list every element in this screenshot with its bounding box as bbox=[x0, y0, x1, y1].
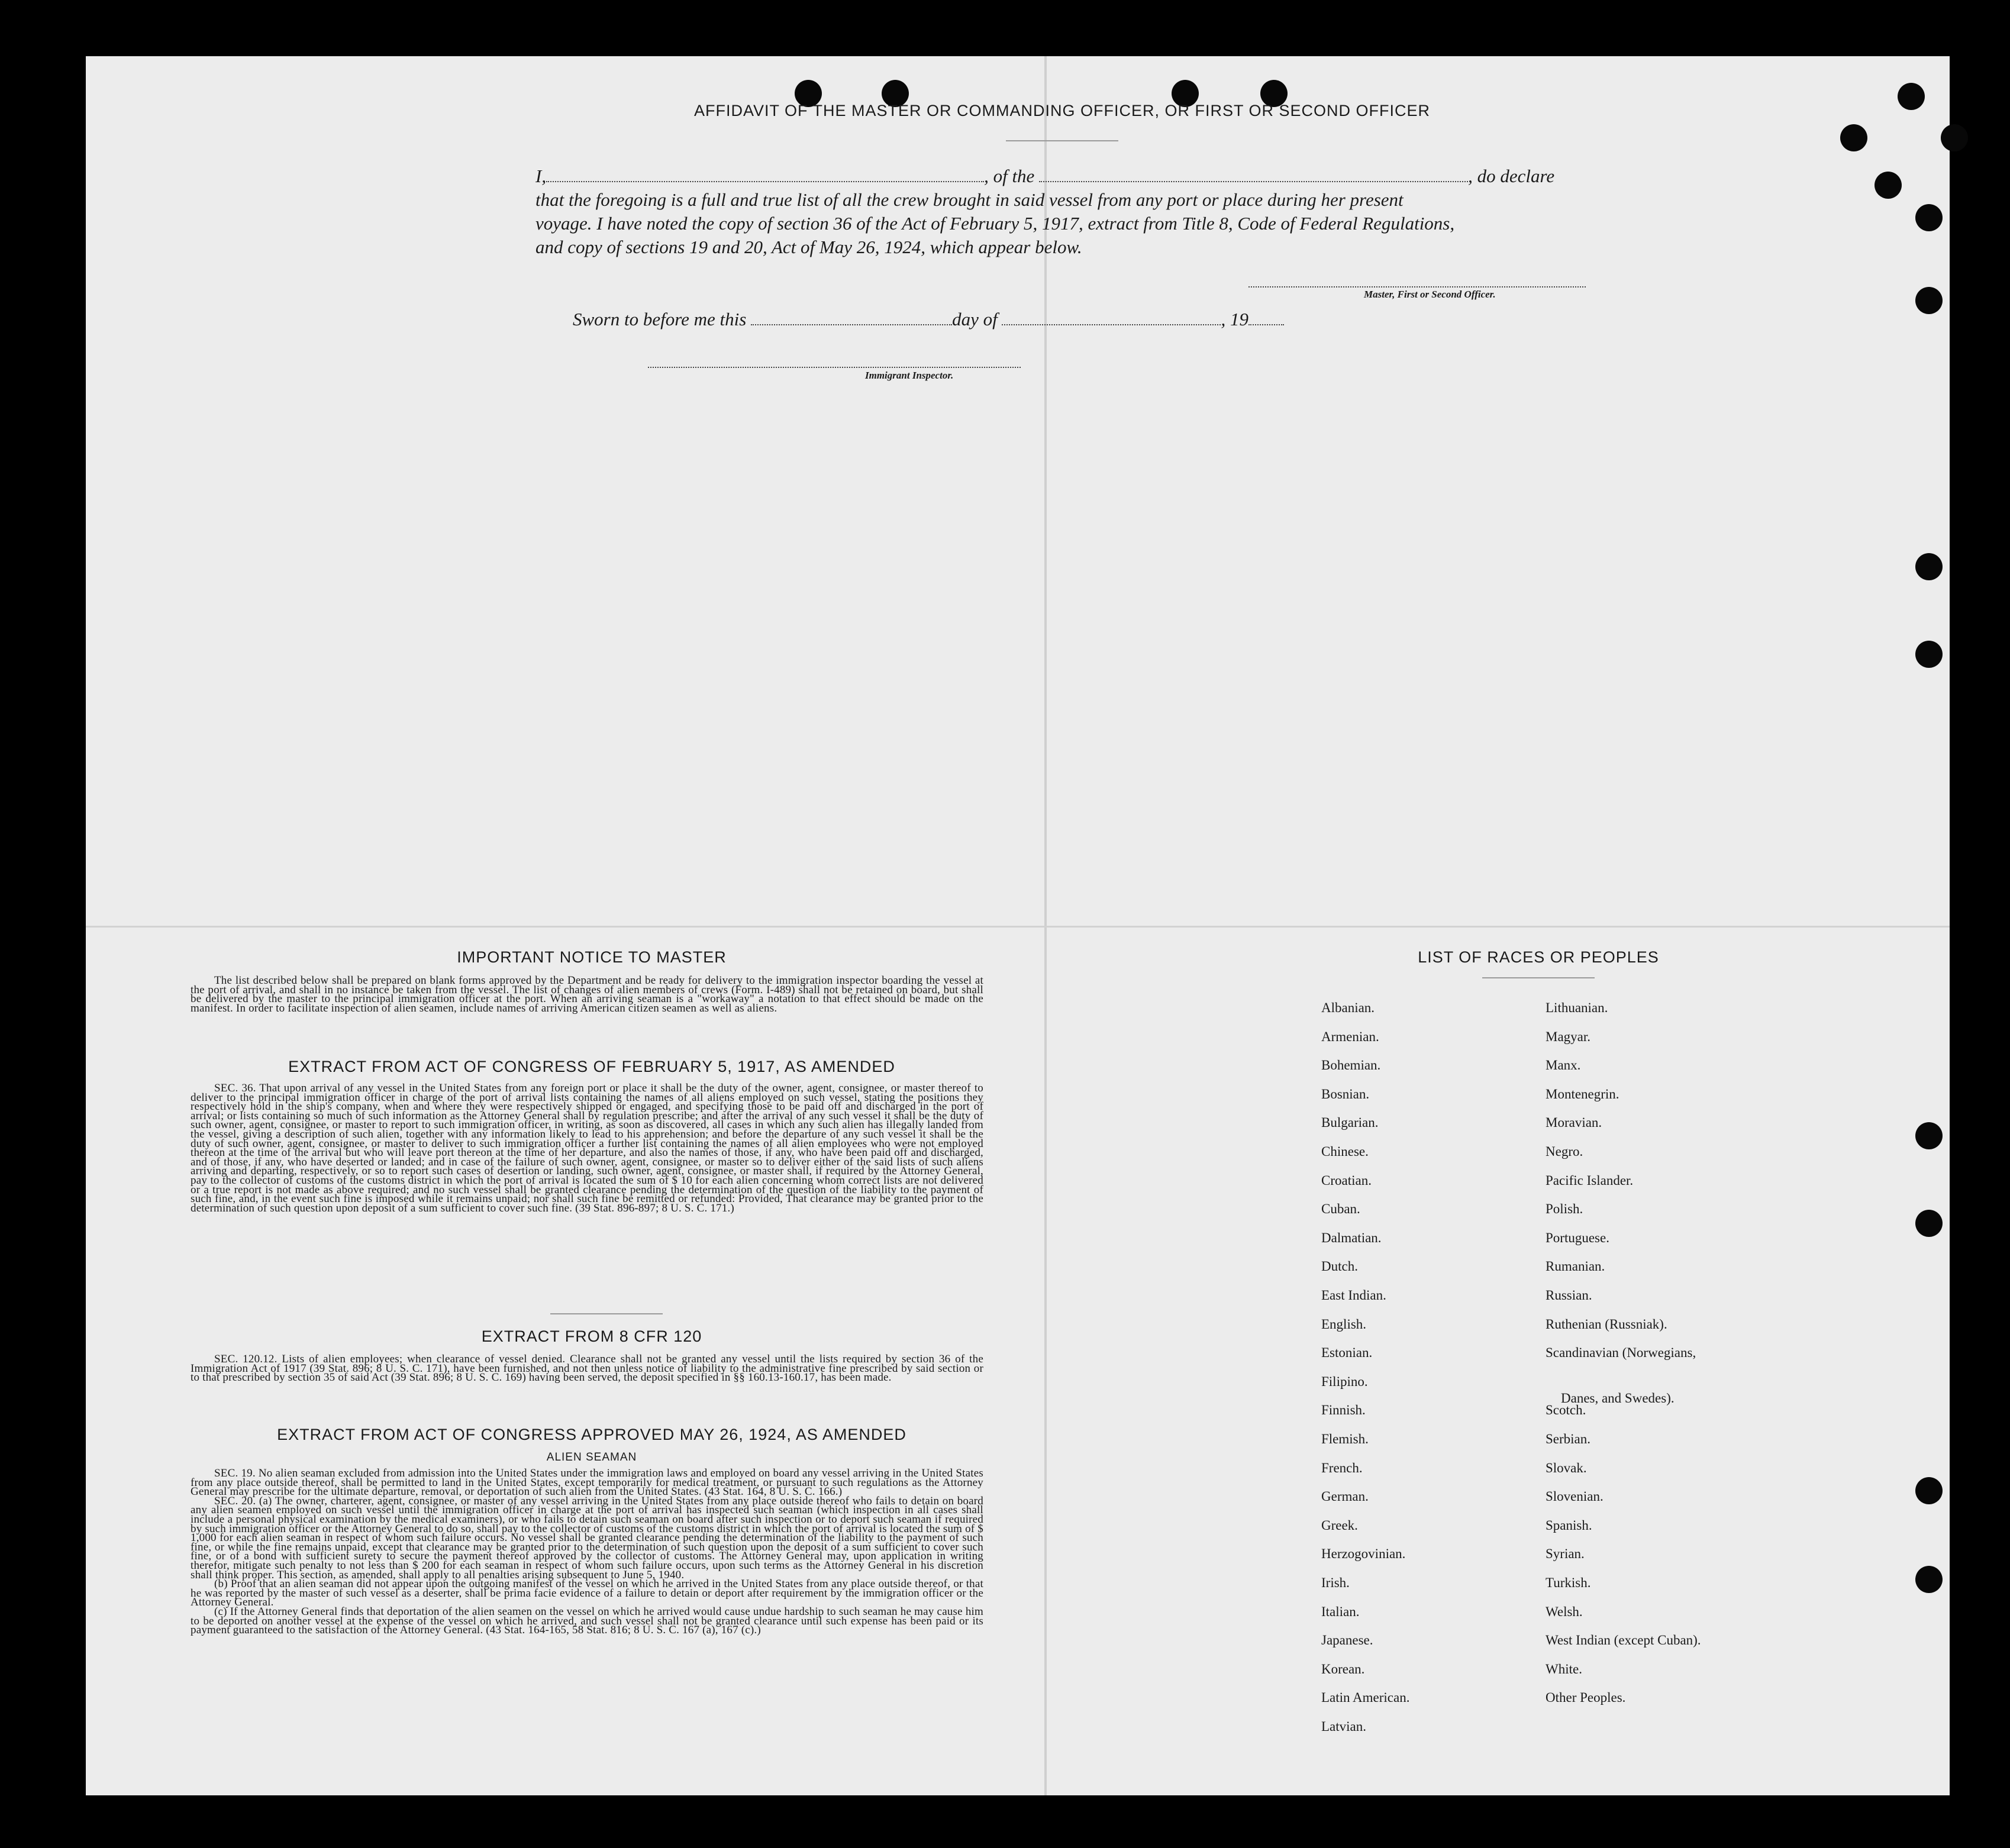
race-item: Polish. bbox=[1546, 1201, 1583, 1217]
affidavit-title-rule bbox=[1006, 140, 1118, 141]
affidavit-title: AFFIDAVIT OF THE MASTER OR COMMANDING OFFICER, OR FIRST OR SECOND OFFICER bbox=[693, 102, 1431, 119]
race-item: German. bbox=[1321, 1489, 1369, 1504]
master-name-field[interactable] bbox=[546, 181, 984, 182]
master-signature-field[interactable] bbox=[1248, 273, 1586, 287]
race-item: Other Peoples. bbox=[1546, 1690, 1626, 1705]
race-item: Greek. bbox=[1321, 1517, 1358, 1533]
race-item: Cuban. bbox=[1321, 1201, 1360, 1217]
race-item: Chinese. bbox=[1321, 1144, 1369, 1159]
race-item: White. bbox=[1546, 1661, 1582, 1676]
race-item: Russian. bbox=[1546, 1288, 1592, 1303]
race-item: Magyar. bbox=[1546, 1029, 1591, 1044]
punch-hole-icon bbox=[1915, 641, 1943, 668]
cfr-title: EXTRACT FROM 8 CFR 120 bbox=[481, 1327, 702, 1345]
inspector-signature-field[interactable] bbox=[648, 355, 1021, 368]
cfr-text bbox=[191, 1355, 983, 1382]
punch-hole-icon bbox=[1898, 83, 1925, 110]
punch-hole-icon bbox=[1915, 553, 1943, 580]
extract-1917-title: EXTRACT FROM ACT OF CONGRESS OF FEBRUARY 5, 1917, AS AMENDED bbox=[288, 1058, 895, 1075]
race-item: Bohemian. bbox=[1321, 1058, 1381, 1073]
race-item: East Indian. bbox=[1321, 1288, 1386, 1303]
race-item: Finnish. bbox=[1321, 1403, 1366, 1418]
sworn-year-field[interactable] bbox=[1248, 324, 1284, 325]
race-item: Albanian. bbox=[1321, 1000, 1375, 1015]
punch-hole-icon bbox=[1840, 124, 1867, 151]
sec-20b-paragraph: (b) Proof that an alien seaman did not appear upon the outgoing manifest of the vessel on which he arrived in the United States from any place outside thereof, or that he was reported by the master of such vessel as a deserter, shall be prima facie evidence of a failure to detain or deport after requirement by the immigration officer or the Attorney General. bbox=[191, 1578, 983, 1609]
punch-hole-icon bbox=[1915, 1477, 1943, 1504]
race-item: Bulgarian. bbox=[1321, 1115, 1379, 1130]
race-item: Danes, and Swedes). bbox=[1561, 1390, 1675, 1406]
race-item: West Indian (except Cuban). bbox=[1546, 1633, 1701, 1648]
race-item: Montenegrin. bbox=[1546, 1086, 1619, 1101]
race-item: Rumanian. bbox=[1546, 1259, 1605, 1274]
race-item: Latin American. bbox=[1321, 1690, 1410, 1705]
punch-hole-icon bbox=[1915, 287, 1943, 314]
declaration-line-2: that the foregoing is a full and true list of all the crew brought in said vessel from any port or place during her present bbox=[535, 189, 1404, 210]
extract-1924-text bbox=[191, 1469, 983, 1635]
punch-hole-icon bbox=[1915, 1122, 1943, 1149]
race-item: Armenian. bbox=[1321, 1029, 1379, 1044]
sec-120-12-paragraph: SEC. 120.12. Lists of alien employees; when clearance of vessel denied. Clearance shall not be granted any vessel until the lists required by section 36 of the Immigration Act of 1917 (39 Stat. 896; 8 U. S. C. 171), have been furnished, and not then unless notice of liability to the administrative fine prescribed by said section or to that prescribed by section 35 of said Act (39 Stat. 896; 8 U. S. C. 169) having been served, the deposit specified in §§ 160.13-160.17, has been made. bbox=[191, 1353, 983, 1384]
race-item: Turkish. bbox=[1546, 1575, 1591, 1590]
notice-paragraph: The list described below shall be prepared on blank forms approved by the Department and be ready for delivery to the immigration inspector boarding the vessel at the port of arrival, and shall in no instance be taken from the vessel. The list of changes of alien members of crews (Form. I-489) shall not be retained on board, but shall be delivered by the master to the principal immigration officer at the port. When an arriving seaman is a "workaway" a notation to that effect should be made on the manifest. In order to facilitate inspection of alien seamen, include names of arriving American citizen seamen as well as aliens. bbox=[191, 974, 983, 1015]
sec-19-paragraph: SEC. 19. No alien seaman excluded from admission into the United States under the immigration laws and employed on board any vessel arriving in the United States from any place outside thereof, shall be permitted to land in the United States, except temporarily for medical treatment, or pursuant to such regulations as the Attorney General may prescribe for the ultimate departure, removal, or deportation of such alien from the United States. (43 Stat. 164, 8 U. S. C. 166.) bbox=[191, 1467, 983, 1498]
sec-20a-paragraph: SEC. 20. (a) The owner, charterer, agent, consignee, or master of any vessel arriving in the United States from any place outside thereof who fails to detain on board any alien seamen employed on such vessel until the immigration officer in charge at the port of arrival has inspected such seaman (which inspection in all cases shall include a personal physical examination by the medical examiners), or who fails to detain such seaman on board after such inspection or to deport such seaman if required by such immigration officer or the Attorney General to do so, shall pay to the collector of customs of the customs district in which the port of arrival is located the sum of $ 1,000 for each alien seaman in respect of whom such failure occurs. No vessel shall be granted clearance pending the determination of the liability to the payment of such fine, or while the fine remains unpaid, except that clearance may be granted prior to the determination of such question upon the deposit of a sum sufficient to cover such fine, or of a bond with sufficient surety to secure the payment thereof approved by the collector of customs. The Attorney General may, upon application in writing therefor, mitigate such penalty to not less than $ 200 for each seaman in respect of whom such failure occurs, upon such terms as the Attorney General in his discretion shall think proper. This section, as amended, shall apply to all penalties arising subsequent to June 5, 1940. bbox=[191, 1494, 983, 1581]
sworn-day-field[interactable] bbox=[751, 324, 952, 325]
race-item: Croatian. bbox=[1321, 1172, 1372, 1188]
race-item: Latvian. bbox=[1321, 1719, 1366, 1734]
race-item: Scandinavian (Norwegians, bbox=[1546, 1345, 1696, 1361]
race-item: Spanish. bbox=[1546, 1517, 1592, 1533]
declaration-of-the: , of the bbox=[984, 166, 1035, 186]
races-title: LIST OF RACES OR PEOPLES bbox=[1418, 948, 1659, 966]
race-item: Bosnian. bbox=[1321, 1086, 1370, 1101]
punch-hole-icon bbox=[1915, 1566, 1943, 1593]
sworn-label: Sworn to before me this bbox=[573, 309, 747, 329]
race-item: Lithuanian. bbox=[1546, 1000, 1608, 1015]
race-item: Syrian. bbox=[1546, 1546, 1585, 1562]
horizontal-fold bbox=[86, 926, 1950, 928]
punch-hole-icon bbox=[1941, 124, 1968, 151]
race-item: Italian. bbox=[1321, 1604, 1360, 1619]
race-item: Welsh. bbox=[1546, 1604, 1583, 1619]
race-item: Manx. bbox=[1546, 1058, 1581, 1073]
declaration-do-declare: , do declare bbox=[1468, 166, 1555, 186]
day-of-label: day of bbox=[952, 309, 998, 329]
race-item: Ruthenian (Russniak). bbox=[1546, 1316, 1667, 1332]
extract-1924-title: EXTRACT FROM ACT OF CONGRESS APPROVED MAY 26, 1924, AS AMENDED bbox=[277, 1426, 906, 1443]
declaration-text bbox=[535, 164, 1586, 259]
declaration-line-3: voyage. I have noted the copy of section 36 of the Act of February 5, 1917, extract from Title 8, Code of Federal Regulations, bbox=[535, 213, 1455, 234]
notice-title: IMPORTANT NOTICE TO MASTER bbox=[457, 948, 727, 966]
race-item: Scotch. bbox=[1546, 1403, 1586, 1418]
alien-seaman-subtitle: ALIEN SEAMAN bbox=[546, 1451, 637, 1463]
notice-text bbox=[191, 976, 983, 1013]
section-divider bbox=[550, 1313, 663, 1314]
race-item: English. bbox=[1321, 1316, 1367, 1332]
race-item: Portuguese. bbox=[1546, 1230, 1609, 1245]
vessel-name-field[interactable] bbox=[1039, 181, 1468, 182]
inspector-signature-label: Immigrant Inspector. bbox=[865, 370, 954, 381]
master-signature-label: Master, First or Second Officer. bbox=[1364, 289, 1496, 300]
punch-hole-icon bbox=[1915, 204, 1943, 231]
race-item: Irish. bbox=[1321, 1575, 1350, 1590]
declaration-i-label: I, bbox=[535, 166, 547, 186]
race-item: Negro. bbox=[1546, 1144, 1583, 1159]
sworn-line bbox=[573, 309, 1284, 330]
extract-1917-text bbox=[191, 1084, 983, 1213]
declaration-line-4: and copy of sections 19 and 20, Act of May 26, 1924, which appear below. bbox=[535, 237, 1082, 257]
punch-hole-icon bbox=[1875, 172, 1902, 199]
race-item: Estonian. bbox=[1321, 1345, 1373, 1361]
race-item: Flemish. bbox=[1321, 1432, 1369, 1446]
race-item: Dutch. bbox=[1321, 1259, 1358, 1274]
race-item: Pacific Islander. bbox=[1546, 1172, 1634, 1188]
race-item: Slovenian. bbox=[1546, 1489, 1604, 1504]
punch-hole-icon bbox=[1915, 1210, 1943, 1237]
sworn-month-field[interactable] bbox=[1002, 324, 1221, 325]
races-title-rule bbox=[1482, 977, 1595, 978]
race-item: Japanese. bbox=[1321, 1633, 1373, 1648]
race-item: Moravian. bbox=[1546, 1115, 1602, 1130]
sec-36-paragraph: SEC. 36. That upon arrival of any vessel in the United States from any foreign port or place it shall be the duty of the owner, agent, consignee, or master thereof to deliver to the principal immigration officer in charge of the port of arrival lists containing the names of all aliens employed on such vessel, stating the positions they respectively hold in the ship's company, when and where they were respectively shipped or engaged, and specifying those to be paid off and discharged in the port of arrival; or lists containing so much of such information as the Attorney General shall by regulation prescribe; and after the arrival of any such vessel it shall be the duty of such owner, agent, consignee, or master to report to such immigration officer, in writing, as soon as discovered, all cases in which any such alien has illegally landed from the vessel, giving a description of such alien, together with any information likely to lead to his apprehension; and before the departure of any such vessel it shall be the duty of such owner, agent, consignee, or master to deliver to such immigration officer a further list containing the names of all alien employees who were not employed thereon at the time of the arrival but who will leave port thereon at the time of her departure, and also the names of those, if any, who have been paid off and discharged, and of those, if any, who have deserted or landed; and in case of the failure of such owner, agent, consignee, or master so to deliver either of the said lists of such aliens arriving and departing, respectively, or so to report such cases of desertion or landing, such owner, agent, consignee, or master shall, if required by the Attorney General, pay to the collector of customs of the customs district in which the port of arrival is located the sum of $ 10 for each alien concerning whom correct lists are not delivered or a true report is not made as above required; and no such vessel shall be granted clearance pending the determination of the question of the liability to the payment of such fine, and, in the event such fine is imposed while it remains unpaid; nor shall such fine be remitted or refunded: Provided, That clearance may be granted prior to the determination of such question upon deposit of a sum sufficient to cover such fine. (39 Stat. 896-897; 8 U. S. C. 171.) bbox=[191, 1082, 983, 1214]
race-item: French. bbox=[1321, 1460, 1363, 1475]
race-item: Slovak. bbox=[1546, 1460, 1587, 1475]
race-item: Dalmatian. bbox=[1321, 1230, 1382, 1245]
race-item: Korean. bbox=[1321, 1661, 1365, 1676]
race-item: Herzogovinian. bbox=[1321, 1546, 1406, 1562]
race-item: Serbian. bbox=[1546, 1432, 1591, 1446]
sec-20c-paragraph: (c) If the Attorney General finds that deportation of the alien seamen on the vessel on which he arrived would cause undue hardship to such seaman he may cause him to be deported on another vessel at the expense of the vessel on which he arrived, and such vessel shall not be granted clearance until such expense has been paid or its payment guaranteed to the satisfaction of the Attorney General. (43 Stat. 164-165, 58 Stat. 816; 8 U. S. C. 167 (a), 167 (c).) bbox=[191, 1605, 983, 1637]
race-item: Filipino. bbox=[1321, 1374, 1368, 1389]
year-prefix-label: , 19 bbox=[1221, 309, 1248, 329]
